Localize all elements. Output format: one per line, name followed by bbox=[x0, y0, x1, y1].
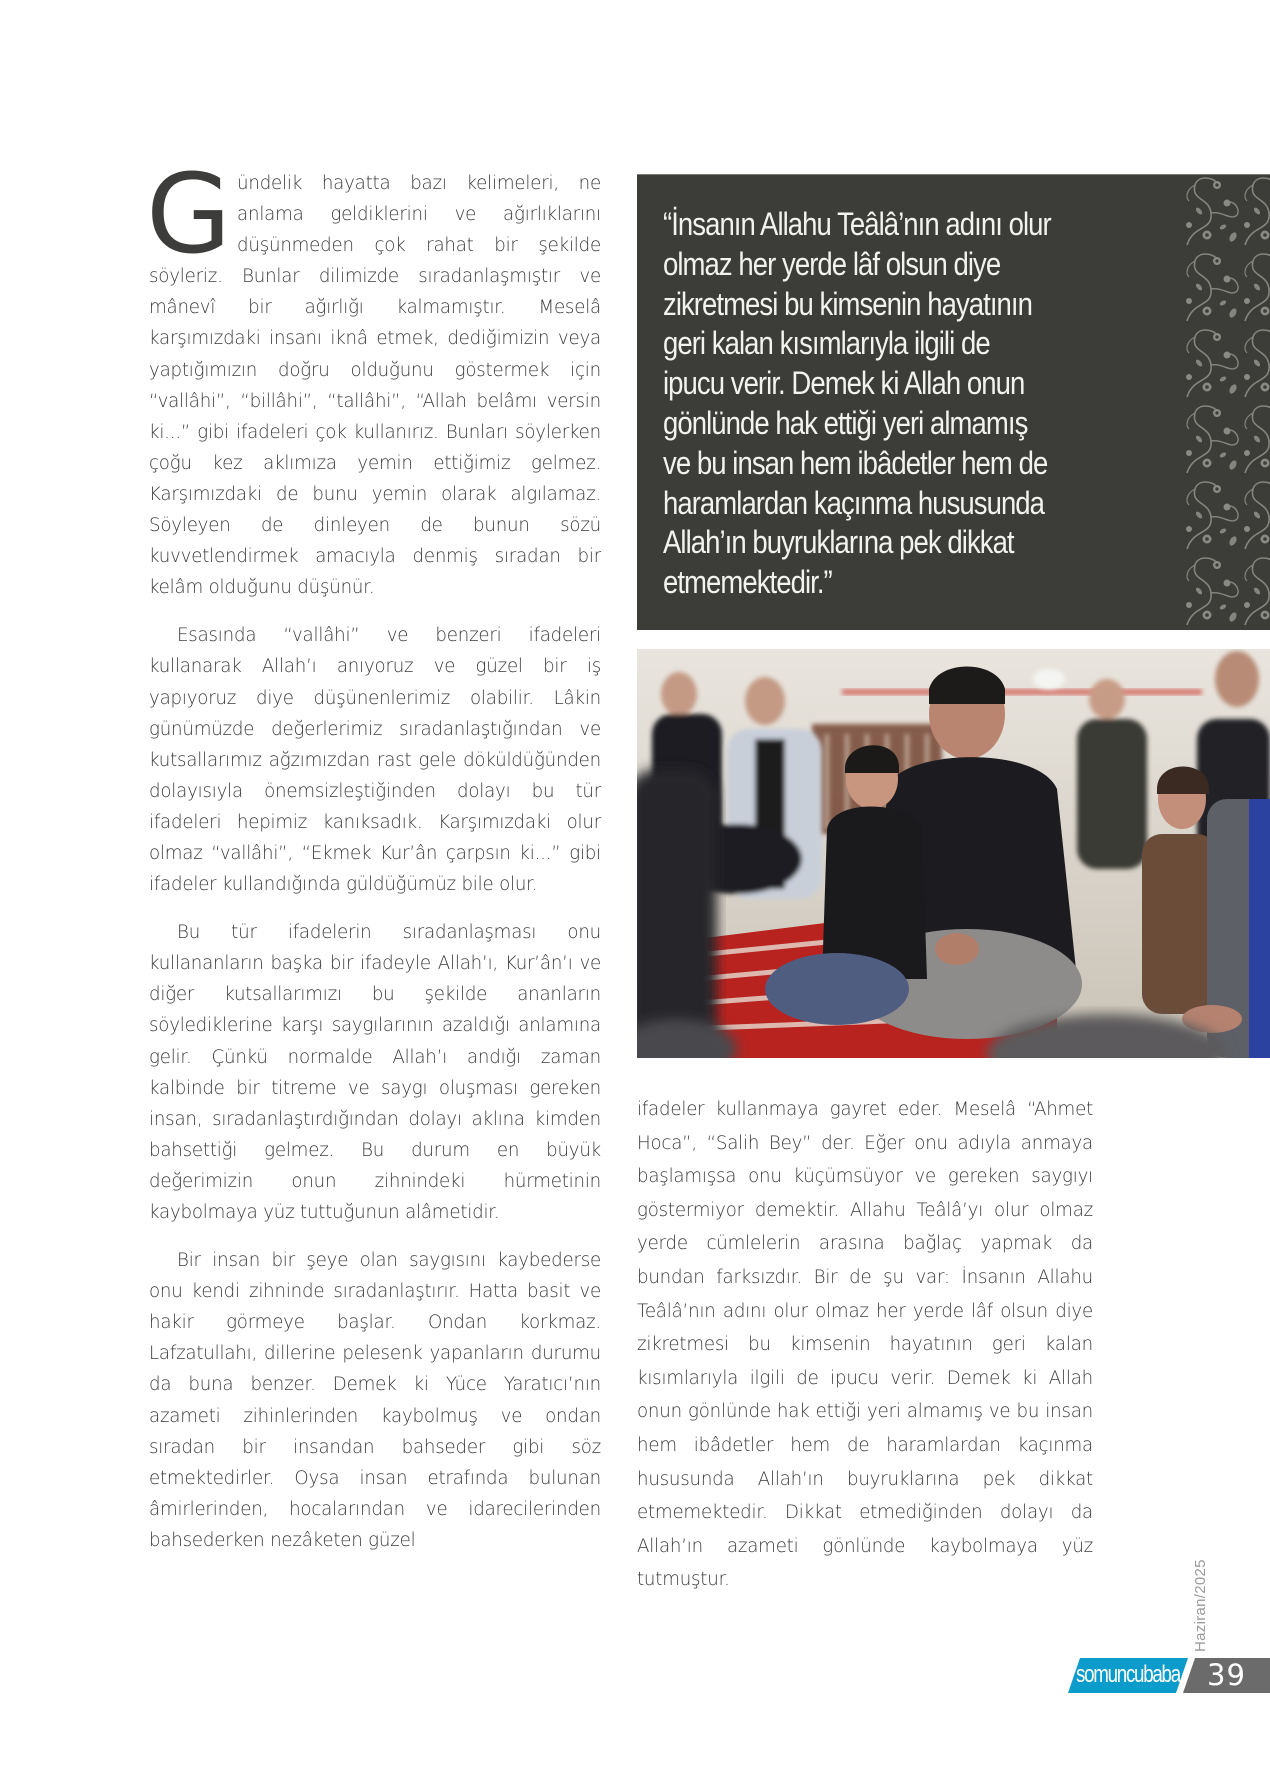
article-paragraph-1: Gündelik hayatta bazı kelimeleri, ne anlama geldiklerini ve ağırlıklarını düşünmeden çok rahat bir şekilde söyleriz. Bunlar dilimizde sıradanlaşmıştır ve mânevî bir ağırlığı kalmamıştır. Meselâ karşımızdaki insanı iknâ etmek, dediğimizin veya yaptığımızın doğru olduğunu göstermek için “vallâhi”, “billâhi”, “tallâhi”, “Allah belâmı versin ki...” gibi ifadeleri çok kullanırız. Bunları söylerken çoğu kez aklımıza yemin ettiğimiz gelmez. Karşımızdaki de bunu yemin olarak algılamaz. Söyleyen de dinleyen de bunun sözü kuvvetlendirmek amacıyla denmiş sıradan bir kelâm olduğunu düşünür. bbox=[146, 150, 601, 599]
magazine-brand-name: somuncubaba bbox=[1076, 1661, 1180, 1688]
mosque-congregation-photo-illustration bbox=[637, 649, 1270, 1058]
pull-quote-line: geri kalan kısımlarıyla ilgili de bbox=[663, 325, 990, 362]
pull-quote-line: “İnsanın Allahu Teâlâ’nın adını olur bbox=[663, 206, 1051, 242]
pull-quote-line: zikretmesi bu kimsenin hayatının bbox=[663, 285, 1032, 322]
article-left-column bbox=[146, 150, 601, 1573]
article-paragraph-continued: ifadeler kullanmaya gayret eder. Meselâ “Ahmet Hoca”, “Salih Bey” der. Eğer onu adıyla anmaya başlamışsa onu küçümsüyor ve gereken saygıyı göstermiyor demektir. Allahu Teâlâ’yı olur olmaz yerde cümlelerin arasına bağlaç yapmak da bundan farksızdır. Bir de şu var: İnsanın Allahu Teâlâ’nın adını olur olmaz her yerde lâf olsun diye zikretmesi bu kimsenin hayatının geri kalan kısımlarıyla ilgili de ipucu verir. Demek ki Allah onun gönlünde hak ettiği yeri almamış ve bu insan hem ibâdetler hem de haramlardan kaçınma hususunda Allah’ın buyruklarına pek dikkat etmemektedir. Dikkat etmediğinden dolayı da Allah’ın azameti gönlünde kaybolmaya yüz tutmuştur. bbox=[637, 1099, 1093, 1591]
pull-quote-box bbox=[637, 174, 1270, 630]
article-paragraph-4: Bir insan bir şeye olan saygısını kaybederse onu kendi zihninde sıradanlaştırır. Hatta basit ve hakir görmeye başlar. Ondan korkmaz. Lafzatullahı, dillerine pelesenk yapanların durumu da buna benzer. Demek ki Yüce Yaratıcı’nın azameti zihinlerinden kaybolmuş ve ondan sıradan bir insandan bahseder gibi söz etmektedirler. Oysa insan etrafında bulunan âmirlerinden, hocalarından ve idarecilerinden bahsederken nezâketen güzel bbox=[149, 1250, 601, 1551]
pull-quote-line: Allah’ın buyruklarına pek dikkat bbox=[663, 524, 1014, 561]
issue-date: Haziran/2025 bbox=[1192, 1559, 1209, 1652]
page-number-box bbox=[1183, 1658, 1270, 1693]
pull-quote-line: ve bu insan hem ibâdetler hem de bbox=[663, 444, 1048, 481]
article-paragraph-3: Bu tür ifadelerin sıradanlaşması onu kullananların başka bir ifadeyle Allah’ı, Kur’ân’ı ve diğer kutsallarımızı bu şekilde ananların söylediklerine karşı saygılarının azaldığı anlamına gelir. Çünkü normalde Allah’ı andığı zaman kalbinde bir titreme ve saygı oluşması gereken insan, sıradanlaştırdığından dolayı aklına kimden bahsettiği gelmez. Bu durum en büyük değerimizin onun zihnindeki hürmetinin kaybolmaya yüz tuttuğunun alâmetidir. bbox=[149, 922, 601, 1223]
drop-cap: G bbox=[146, 150, 232, 278]
magazine-brand-tab bbox=[1068, 1658, 1188, 1693]
pull-quote-line: olmaz her yerde lâf olsun diye bbox=[663, 245, 1001, 282]
pull-quote-line: etmemektedir.” bbox=[663, 564, 832, 601]
page-number: 39 bbox=[1207, 1658, 1246, 1692]
article-paragraph-2: Esasında “vallâhi” ve benzeri ifadeleri kullanarak Allah’ı anıyoruz ve güzel bir iş yapıyoruz diye düşünenlerimiz olabilir. Lâkin günümüzde değerlerimiz sıradanlaştığından ve kutsallarımız ağzımızdan rast gele döküldüğünden dolayısıyla önemsizleştiğinden dolayı bu tür ifadeleri hepimiz kanıksadık. Karşımızdaki olur olmaz “vallâhi”, “Ekmek Kur’ân çarpsın ki...” gibi ifadeler kullandığında güldüğümüz bile olur. bbox=[149, 625, 601, 896]
article-photo bbox=[637, 649, 1270, 1058]
pull-quote-line: gönlünde hak ettiği yeri almamış bbox=[663, 404, 1028, 441]
pull-quote-text bbox=[663, 205, 1188, 603]
article-right-column bbox=[637, 1093, 1093, 1614]
pull-quote-line: ipucu verir. Demek ki Allah onun bbox=[663, 365, 1025, 402]
floral-pattern-strip bbox=[1183, 175, 1270, 630]
pull-quote-line: haramlardan kaçınma hususunda bbox=[663, 484, 1045, 521]
